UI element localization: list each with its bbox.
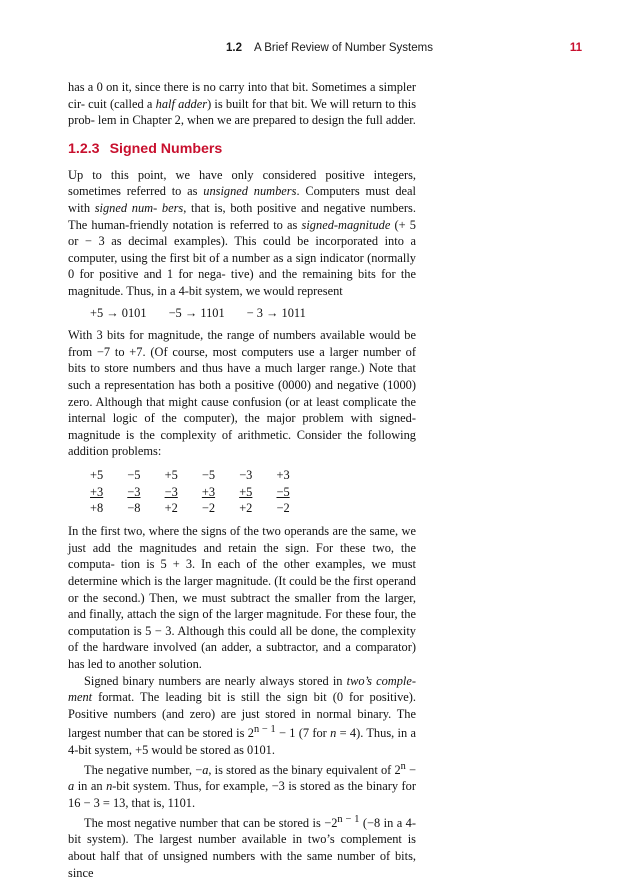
operand-cell: +5 [239, 484, 253, 499]
para7-text-1: The most negative number that can be stored is −2 [84, 815, 338, 830]
result-cell: −2 [276, 501, 290, 516]
operand-cell: −5 [276, 484, 290, 499]
exponent: n − 1 [253, 724, 276, 736]
section-title: Signed Numbers [109, 140, 223, 157]
operand-cell: +3 [276, 467, 290, 482]
term-signed-magnitude: signed-magnitude [301, 217, 391, 232]
exponent: n [400, 760, 406, 772]
result-cell: +8 [90, 501, 104, 516]
variable-n: n [106, 779, 113, 794]
para6-text-5: -bit system. Thus, for example, −3 is stored as the binary for 16 − 3 = 13, that is, 1101. [68, 779, 416, 811]
result-cell: −2 [201, 501, 216, 516]
signed-magnitude-examples [90, 305, 416, 322]
term-signed-numbers: signed num- bers [94, 200, 184, 215]
page-number: 11 [569, 42, 582, 54]
operand-cell: −3 [127, 484, 141, 499]
paragraph-twos-complement [68, 673, 416, 759]
paragraph-carry [68, 79, 416, 129]
representation-minus3: − 3 → 1011 [246, 305, 306, 320]
section-heading [68, 140, 416, 158]
variable-a: a [202, 762, 209, 777]
variable-a: a [68, 779, 75, 794]
operand-cell: +5 [90, 467, 104, 482]
result-cell: +2 [239, 501, 253, 516]
para6-text-3: − [405, 762, 416, 777]
representation-plus5: +5 → 0101 [90, 305, 147, 320]
paragraph-most-negative [68, 812, 416, 881]
representation-minus5: −5 → 1101 [168, 305, 225, 320]
result-row [90, 500, 416, 517]
running-head [0, 42, 638, 58]
term-half-adder: half adder [155, 96, 208, 111]
variable-n: n [330, 726, 337, 741]
operand-cell: +3 [90, 484, 104, 499]
operand-cell: −5 [201, 467, 216, 482]
paragraph-complexity: In the first two, where the signs of the two operands are the same, we just add the magnitudes and retain the sign. For these two, the computa- tion is 5 + 3. In each of the other examples, we must determine which is the larger magnitude. (It could be the first operand or the second.) Then, we must subtract the smaller from the larger, and finally, attach the sign of the larger magnitude. For these four, the computation is 5 − 3. Although this could all be done, the complexity of the hardware involved (an adder, a subtractor, and a comparator) has led to another solution. [68, 524, 416, 672]
operand-row-2 [90, 484, 416, 501]
para7-text-2: (−8 in a 4-bit system). The largest number available in two’s complement is about half that of unsigned numbers with the same number of bits, since [68, 815, 416, 880]
operand-cell: −3 [164, 484, 178, 499]
para2-text-4: (+ 5 or − 3 as decimal examples). This could be incorporated into a computer, using the first bit of a number as a sign indicator (normally 0 for positive and 1 for nega- tive) and the remaining bits for the magnitude. Thus, in a 4-bit system, we would represent [68, 217, 416, 298]
para5-text-2: format. The leading bit is still the sign bit (0 for positive). Positive numbers (and zero) are just stored in normal binary. The largest number that can be stored is 2 [68, 690, 416, 741]
term-twos-complement: two’s comple- ment [68, 673, 417, 705]
para2-text-2: . Computers must deal with [68, 184, 416, 215]
para2-text-3: , that is, both positive and negative numbers. The human-friendly notation is referred to as [68, 200, 416, 232]
para6-text-1: The negative number, − [84, 762, 203, 777]
result-cell: −8 [127, 501, 141, 516]
para5-text-3: − 1 (7 for [275, 726, 331, 741]
operand-row-1 [90, 467, 416, 484]
para6-text-4: in an [74, 779, 107, 794]
para2-text-1: Up to this point, we have only considered positive integers, sometimes referred to as [68, 167, 416, 199]
para1-text-2: ) is built for that bit. We will return to this prob- lem in Chapter 2, when we are prepared to design the full adder. [68, 96, 417, 128]
para6-text-2: , is stored as the binary equivalent of 2 [208, 762, 401, 777]
operand-cell: +3 [201, 484, 216, 499]
result-cell: +2 [164, 501, 178, 516]
term-unsigned-numbers: unsigned numbers [203, 184, 297, 199]
section-number: 1.2.3 [68, 140, 100, 157]
paragraph-intro [68, 167, 416, 300]
body-text [68, 79, 416, 881]
running-head-section: 1.2 [226, 42, 242, 54]
operand-cell: −3 [239, 467, 253, 482]
running-head-title: A Brief Review of Number Systems [254, 42, 433, 54]
exponent: n − 1 [337, 813, 360, 825]
addition-problems [90, 467, 416, 517]
para1-text-1: has a 0 on it, since there is no carry into that bit. Sometimes a simpler cir- cuit (called a [68, 80, 416, 111]
operand-cell: +5 [164, 467, 178, 482]
paragraph-negative-number [68, 759, 416, 812]
para5-text-4: = 4). Thus, in a 4-bit system, +5 would be stored as 0101. [68, 726, 416, 758]
paragraph-range: With 3 bits for magnitude, the range of numbers available would be from −7 to +7. (Of course, most computers use a larger number of bits to store numbers and thus have a much larger range.) Note that such a representation has both a positive (0000) and negative (1000) zero. Although that might cause confusion (or at least complicate the internal logic of the computer), the major problem with signed-magnitude is the complexity of arithmetic. Consider the following addition problems: [68, 328, 416, 459]
operand-cell: −5 [127, 467, 141, 482]
para5-text-1: Signed binary numbers are nearly always stored in [84, 673, 347, 688]
